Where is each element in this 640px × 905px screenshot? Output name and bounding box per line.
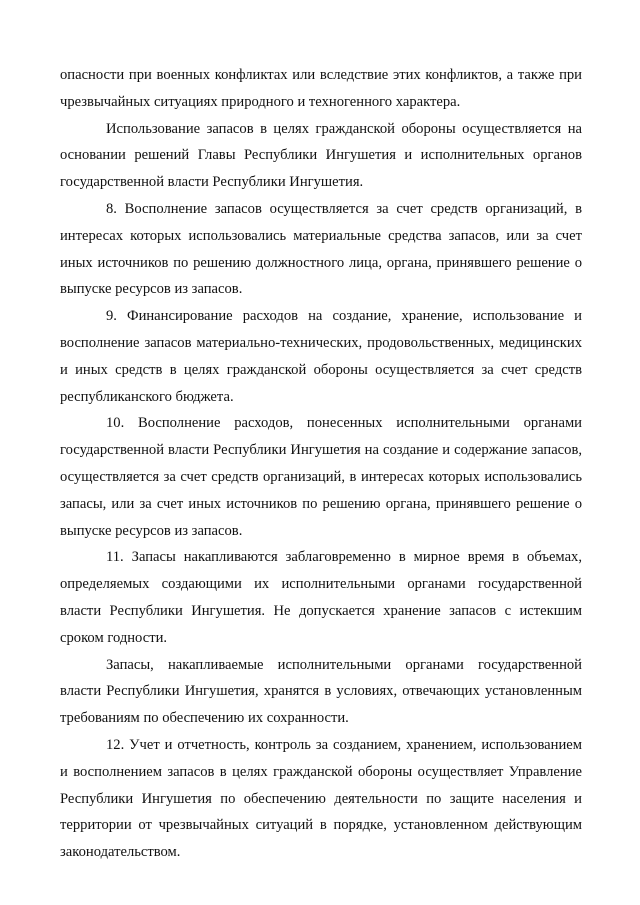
- paragraph-item-10: 10. Восполнение расходов, понесенных исполнительными органами государственной власти Республики Ингушетия на создание и содержание запасов, осуществляется за счет средств организаций, в интересах которых использовались запасы, или за счет иных источников по решению органа, принявшего решение о выпуске ресурсов из запасов.: [60, 415, 582, 539]
- document-page: [60, 62, 582, 866]
- paragraph-civil-defense-use: Использование запасов в целях гражданской обороны осуществляется на основании решений Главы Республики Ингушетия и исполнительных органов государственной власти Республики Ингушетия.: [60, 120, 582, 191]
- paragraph-item-12: 12. Учет и отчетность, контроль за созданием, хранением, использованием и восполнением запасов в целях гражданской обороны осуществляет Управление Республики Ингушетия по обеспечению деятельности по защите населения и территории от чрезвычайных ситуаций в порядке, установленном действующим законодательством.: [60, 736, 582, 861]
- paragraph-item-8: 8. Восполнение запасов осуществляется за счет средств организаций, в интересах которых использовались материальные средства запасов, или за счет иных источников по решению должностного лица, органа, принявшего решение о выпуске ресурсов из запасов.: [60, 200, 582, 298]
- paragraph-storage-conditions: Запасы, накапливаемые исполнительными органами государственной власти Республики Ингушетия, хранятся в условиях, отвечающих установленным требованиям по обеспечению их сохранности.: [60, 656, 582, 727]
- paragraph-item-9: 9. Финансирование расходов на создание, хранение, использование и восполнение запасов материально-технических, продовольственных, медицинских и иных средств в целях гражданской обороны осуществляется за счет средств республиканского бюджета.: [60, 308, 582, 405]
- paragraph-item-11: 11. Запасы накапливаются заблаговременно в мирное время в объемах, определяемых создающими их исполнительными органами государственной власти Республики Ингушетия. Не допускается хранение запасов с истекшим сроком годности.: [60, 549, 582, 646]
- paragraph-continuation: опасности при военных конфликтах или вследствие этих конфликтов, а также при чрезвычайных ситуациях природного и техногенного характера.: [60, 67, 582, 110]
